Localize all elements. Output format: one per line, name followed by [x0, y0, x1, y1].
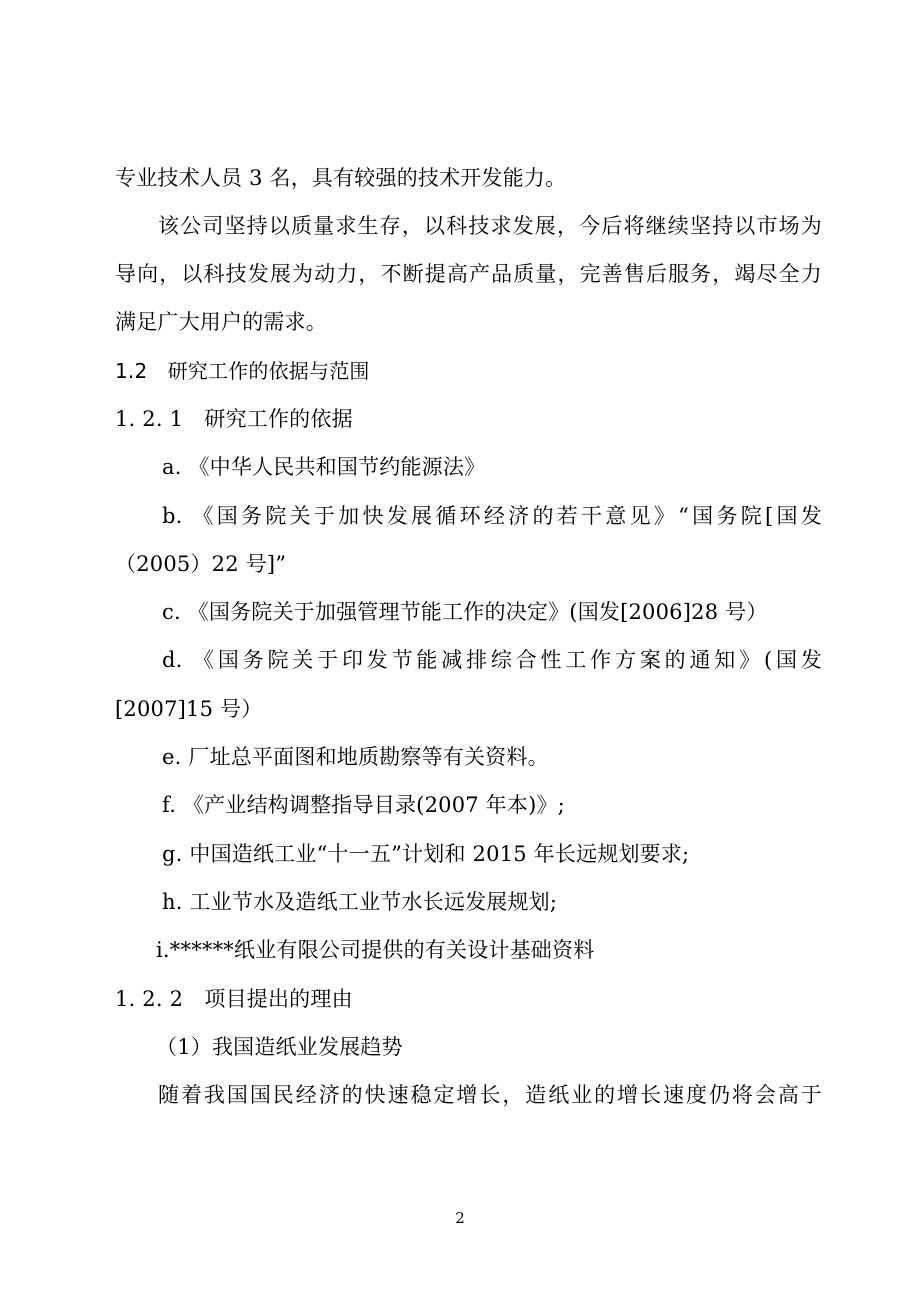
list-item: c. 《国务院关于加强管理节能工作的决定》(国发[2006]28 号）: [162, 600, 768, 624]
subsection-heading-1-2-2: 1. 2. 2 项目提出的理由: [115, 987, 353, 1011]
list-item: e. 厂址总平面图和地质勘察等有关资料。: [162, 745, 549, 769]
list-item: b. 《国务院关于加快发展循环经济的若干意见》“国务院[国发: [162, 504, 822, 528]
section-heading-1-2: 1.2 研究工作的依据与范围: [115, 359, 370, 383]
list-item: i.******纸业有限公司提供的有关设计基础资料: [156, 938, 595, 962]
paragraph-continuation: 专业技术人员 3 名，具有较强的技术开发能力。: [115, 166, 567, 190]
paragraph-line: 导向，以科技发展为动力，不断提高产品质量，完善售后服务，竭尽全力: [115, 262, 822, 286]
list-item: g. 中国造纸工业“十一五”计划和 2015 年长远规划要求;: [162, 842, 690, 866]
list-item: f. 《产业结构调整指导目录(2007 年本)》;: [162, 793, 565, 817]
sub-heading: （1）我国造纸业发展趋势: [156, 1035, 403, 1059]
list-item-continuation: [2007]15 号）: [115, 697, 263, 721]
paragraph-line: 满足广大用户的需求。: [115, 310, 327, 334]
paragraph-line: 该公司坚持以质量求生存，以科技求发展，今后将继续坚持以市场为: [158, 214, 822, 238]
list-item: d. 《国务院关于印发节能减排综合性工作方案的通知》(国发: [162, 648, 822, 672]
paragraph-line: 随着我国国民经济的快速稳定增长，造纸业的增长速度仍将会高于: [158, 1083, 822, 1107]
list-item: h. 工业节水及造纸工业节水长远发展规划;: [162, 890, 558, 914]
list-item: a. 《中华人民共和国节约能源法》: [162, 455, 486, 479]
list-item-continuation: （2005）22 号]”: [115, 552, 287, 576]
subsection-heading-1-2-1: 1. 2. 1 研究工作的依据: [115, 407, 353, 431]
page-number: 2: [455, 1209, 465, 1227]
